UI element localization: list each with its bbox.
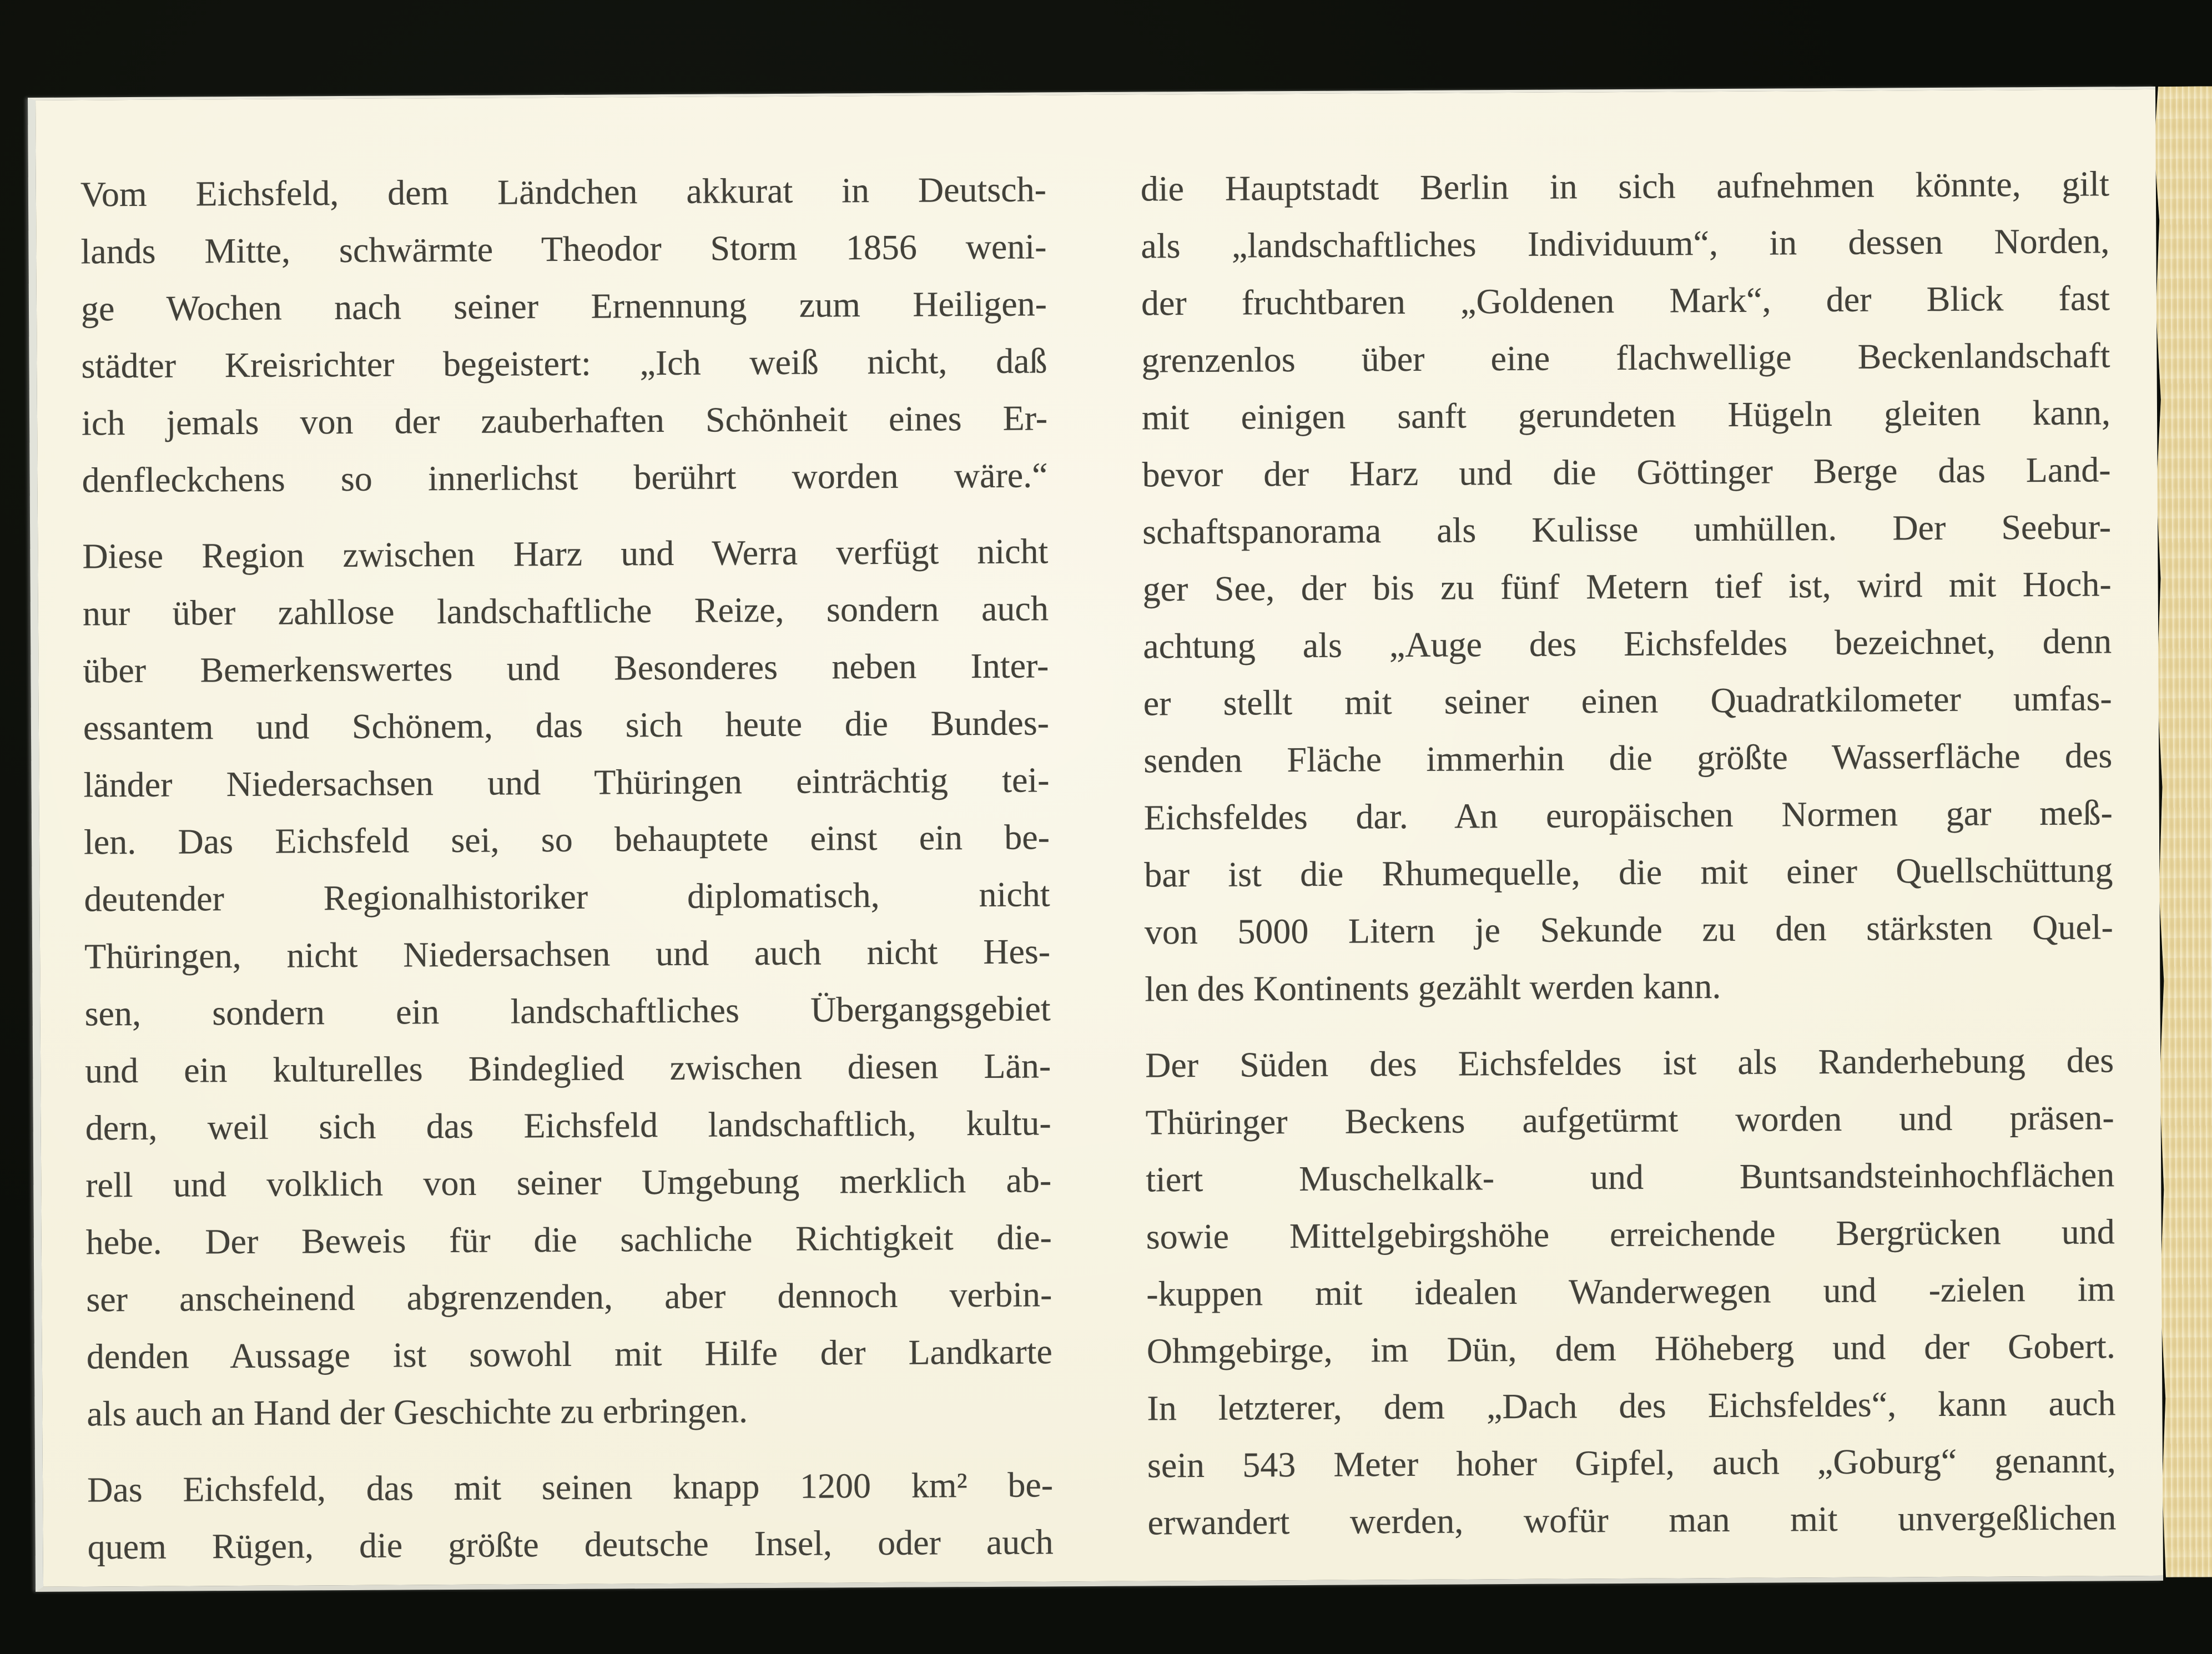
- text-line: der fruchtbaren „Goldenen Mark“, der Blick fast: [1141, 278, 2110, 323]
- text-line: grenzenlos über eine flachwellige Beckenlandschaft: [1141, 335, 2110, 380]
- text-line: quem Rügen, die größte deutsche Insel, oder auch: [87, 1522, 1054, 1567]
- text-line: In letzterer, dem „Dach des Eichsfeldes“, kann auch: [1147, 1383, 2116, 1428]
- text-line: Thüringer Beckens aufgetürmt worden und präsen-: [1145, 1097, 2114, 1142]
- text-line: denfleckchens so innerlichst berührt worden wäre.“: [82, 455, 1048, 500]
- text-line: sowie Mittelgebirgshöhe erreichende Bergrücken und: [1146, 1212, 2115, 1257]
- text-line: ger See, der bis zu fünf Metern tief ist, wird mit Hoch-: [1142, 564, 2112, 609]
- book-page: [28, 87, 2163, 1592]
- text-line: über Bemerkenswertes und Besonderes neben Inter-: [83, 646, 1049, 690]
- text-line: dern, weil sich das Eichsfeld landschaftlich, kultu-: [85, 1103, 1051, 1148]
- paragraph: [87, 1456, 1054, 1575]
- text-line: len des Kontinents gezählt werden kann.: [1145, 966, 1721, 1009]
- text-line: essantem und Schönem, das sich heute die Bundes-: [83, 703, 1050, 748]
- text-line: len. Das Eichsfeld sei, so behauptete einst ein be-: [83, 817, 1050, 862]
- text-line: Ohmgebirge, im Dün, dem Höheberg und der Gobert.: [1146, 1326, 2116, 1371]
- paragraph: [82, 522, 1053, 1442]
- text-line: senden Fläche immerhin die größte Wasserfläche des: [1143, 735, 2113, 780]
- text-line: nur über zahllose landschaftliche Reize, sondern auch: [82, 588, 1049, 633]
- text-line: als auch an Hand der Geschichte zu erbringen.: [87, 1390, 748, 1434]
- text-line: bevor der Harz und die Göttinger Berge das Land-: [1142, 450, 2111, 495]
- text-line: bar ist die Rhumequelle, die mit einer Quellschüttung: [1144, 850, 2113, 895]
- text-line: und ein kulturelles Bindeglied zwischen diesen Län-: [84, 1046, 1051, 1091]
- paragraph: [80, 160, 1048, 508]
- text-line: tiert Muschelkalk- und Buntsandsteinhochflächen: [1146, 1154, 2115, 1199]
- text-line: länder Niedersachsen und Thüringen einträchtig tei-: [83, 760, 1050, 805]
- text-line: ich jemals von der zauberhaften Schönheit eines Er-: [81, 398, 1048, 443]
- text-line: rell und volklich von seiner Umgebung merklich ab-: [85, 1160, 1052, 1205]
- text-column-left: [80, 160, 1054, 1594]
- text-line: von 5000 Litern je Sekunde zu den stärksten Quel-: [1144, 907, 2114, 952]
- text-line: Vom Eichsfeld, dem Ländchen akkurat in Deutsch-: [80, 169, 1047, 214]
- text-line: achtung als „Auge des Eichsfeldes bezeichnet, denn: [1143, 621, 2112, 666]
- text-line: ser anscheinend abgrenzenden, aber dennoch verbin-: [86, 1274, 1052, 1319]
- text-line: die Hauptstadt Berlin in sich aufnehmen könnte, gilt: [1140, 164, 2110, 209]
- text-line: als „landschaftliches Individuum“, in dessen Norden,: [1141, 221, 2110, 266]
- text-line: Diese Region zwischen Harz und Werra verfügt nicht: [82, 531, 1049, 576]
- text-line: er stellt mit seiner einen Quadratkilometer umfas-: [1143, 678, 2112, 723]
- text-line: erwandert werden, wofür man mit unvergeßlichen: [1147, 1497, 2117, 1542]
- text-line: Das Eichsfeld, das mit seinen knapp 1200 km² be-: [87, 1465, 1054, 1510]
- text-column-right: [1141, 155, 2117, 1570]
- text-line: Thüringen, nicht Niedersachsen und auch nicht Hes-: [84, 931, 1051, 976]
- paragraph: [1145, 1031, 2117, 1551]
- text-line: Der Süden des Eichsfeldes ist als Randerhebung des: [1145, 1040, 2114, 1085]
- text-line: denden Aussage ist sowohl mit Hilfe der Landkarte: [86, 1332, 1053, 1376]
- book-page-wrapper: [28, 86, 2212, 1592]
- text-line: städter Kreisrichter begeistert: „Ich weiß nicht, daß: [81, 341, 1047, 386]
- text-line: deutender Regionalhistoriker diplomatisch, nicht: [84, 874, 1050, 919]
- text-line: sein 543 Meter hoher Gipfel, auch „Goburg“ genannt,: [1147, 1440, 2117, 1485]
- text-line: sen, sondern ein landschaftliches Übergangsgebiet: [84, 989, 1051, 1033]
- text-line: mit einigen sanft gerundeten Hügeln gleiten kann,: [1141, 392, 2111, 437]
- text-line: lands Mitte, schwärmte Theodor Storm 1856 weni-: [80, 226, 1047, 271]
- text-line: Eichsfeldes dar. An europäischen Normen gar meß-: [1143, 793, 2113, 838]
- text-line: hebe. Der Beweis für die sachliche Richtigkeit die-: [85, 1217, 1052, 1262]
- text-line: ge Wochen nach seiner Ernennung zum Heiligen-: [80, 284, 1047, 329]
- text-line: -kuppen mit idealen Wanderwegen und -zielen im: [1146, 1269, 2115, 1314]
- paragraph: [1141, 155, 2114, 1017]
- text-line: schaftspanorama als Kulisse umhüllen. Der Seebur-: [1142, 507, 2112, 552]
